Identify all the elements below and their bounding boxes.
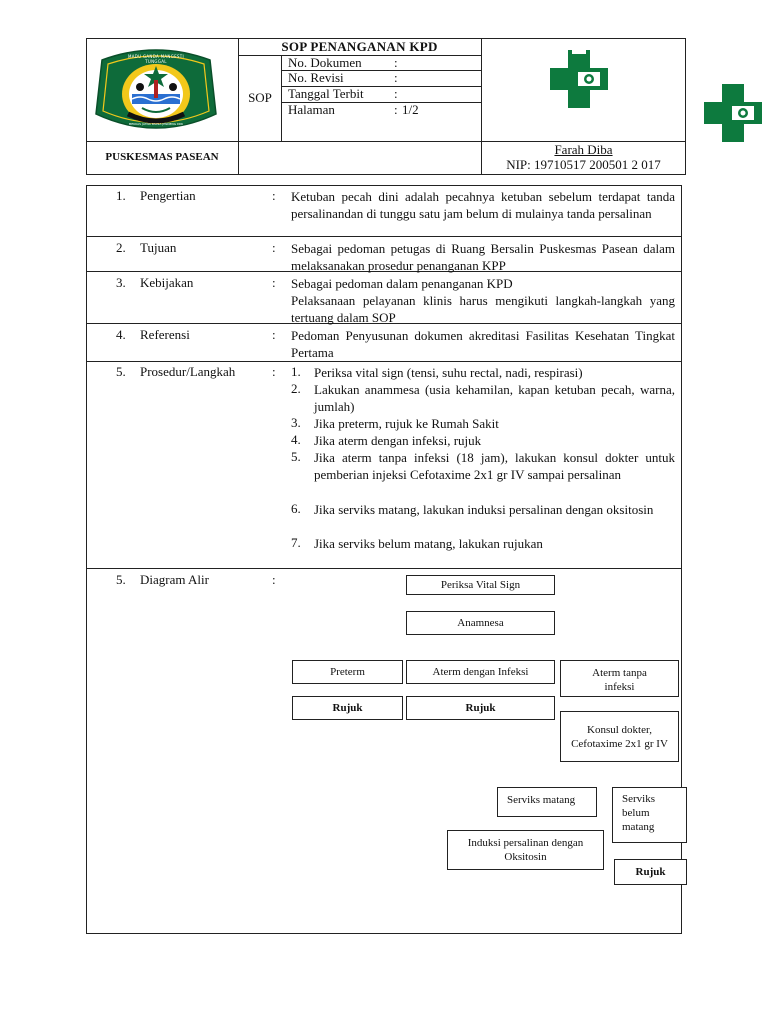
procedure-step: Jika preterm, rujuk ke Rumah Sakit xyxy=(314,416,499,431)
procedure-step: Jika aterm tanpa infeksi (18 jam), lakukan konsul dokter untuk pemberian injeksi Cefotaxime 2x1 gr IV sampai persalinan xyxy=(314,450,675,482)
section-1-num: 1. xyxy=(116,188,126,203)
procedure-step-num: 1. xyxy=(291,364,301,379)
section-4-num: 4. xyxy=(116,327,126,342)
procedure-step-num: 4. xyxy=(291,432,301,447)
section-1-sep: : xyxy=(272,188,276,203)
section-1-label: Pengertian xyxy=(140,188,196,203)
section-3-num: 3. xyxy=(116,275,126,290)
flow-konsul-dokter: Konsul dokter, Cefotaxime 2x1 gr IV xyxy=(560,711,679,762)
field-tanggal-terbit-sep: : xyxy=(394,86,398,101)
section-5-label: Prosedur/Langkah xyxy=(140,364,236,379)
health-cross-logo xyxy=(544,44,614,114)
section-4-text: Pedoman Penyusunan dokumen akreditasi Fasilitas Kesehatan Tingkat Pertama xyxy=(291,328,675,360)
field-no-dokumen-label: No. Dokumen xyxy=(288,55,362,70)
field-halaman-label: Halaman xyxy=(288,102,335,117)
section-5-sep: : xyxy=(272,364,276,379)
section-6-label: Diagram Alir xyxy=(140,572,209,587)
procedure-step-num: 6. xyxy=(291,501,301,516)
flow-serviks-belum-matang: Serviks belum matang xyxy=(612,787,687,843)
sop-label: SOP xyxy=(248,90,272,105)
logo-motto-text: MEKKAS JATNA PAKSA JENNENG DIRI xyxy=(128,122,184,126)
field-no-dokumen-sep: : xyxy=(394,55,398,70)
puskesmas-logo xyxy=(92,42,220,138)
procedure-step-num: 7. xyxy=(291,535,301,550)
section-3-text-2: Pelaksanaan pelayanan klinis harus mengikuti langkah-langkah yang tertuang dalam SOP xyxy=(291,293,675,325)
section-1-text: Ketuban pecah dini adalah pecahnya ketuban sebelum terdapat tanda persalinandan di tunggu satu jam belum di mulainya tanda persalinan xyxy=(291,189,675,221)
logo-ring-text: MADU GANDA MANGESTI TUNGGAL xyxy=(128,54,184,64)
signatory-name: Farah Diba xyxy=(554,142,613,157)
section-4-sep: : xyxy=(272,327,276,342)
section-2-sep: : xyxy=(272,240,276,255)
procedure-step: Jika serviks belum matang, lakukan rujukan xyxy=(314,536,543,551)
field-no-revisi-sep: : xyxy=(394,70,398,85)
flow-anamnesa: Anamnesa xyxy=(406,611,555,635)
field-no-revisi-label: No. Revisi xyxy=(288,70,344,85)
section-2-text: Sebagai pedoman petugas di Ruang Bersalin Puskesmas Pasean dalam melaksanakan prosedur penanganan KPP xyxy=(291,241,675,273)
field-tanggal-terbit-label: Tanggal Terbit xyxy=(288,86,364,101)
flow-preterm: Preterm xyxy=(292,660,403,684)
field-halaman-sep: : xyxy=(394,102,398,117)
flow-rujuk-serviks: Rujuk xyxy=(614,859,687,885)
signatory-nip: NIP: 19710517 200501 2 017 xyxy=(506,157,661,172)
section-6-sep: : xyxy=(272,572,276,587)
section-3-label: Kebijakan xyxy=(140,275,194,290)
organization-name: PUSKESMAS PASEAN xyxy=(105,151,219,163)
flow-vital-sign: Periksa Vital Sign xyxy=(406,575,555,595)
procedure-step-num: 5. xyxy=(291,449,301,464)
flow-aterm-infeksi: Aterm dengan Infeksi xyxy=(406,660,555,684)
section-3-sep: : xyxy=(272,275,276,290)
section-4-label: Referensi xyxy=(140,327,190,342)
section-5-num: 5. xyxy=(116,364,126,379)
procedure-step-num: 3. xyxy=(291,415,301,430)
flow-rujuk-preterm: Rujuk xyxy=(292,696,403,720)
flow-rujuk-infeksi: Rujuk xyxy=(406,696,555,720)
page-title: SOP PENANGANAN KPD xyxy=(281,39,438,54)
procedure-step: Periksa vital sign (tensi, suhu rectal, nadi, respirasi) xyxy=(314,365,583,380)
flow-induksi-persalinan: Induksi persalinan dengan Oksitosin xyxy=(447,830,604,870)
section-6-num: 5. xyxy=(116,572,126,587)
section-3-text: Sebagai pedoman dalam penanganan KPD xyxy=(291,276,513,291)
procedure-step-num: 2. xyxy=(291,381,301,396)
field-halaman-value: 1/2 xyxy=(402,102,419,117)
flow-aterm-tanpa-infeksi: Aterm tanpa infeksi xyxy=(560,660,679,697)
procedure-step: Jika aterm dengan infeksi, rujuk xyxy=(314,433,482,448)
section-2-num: 2. xyxy=(116,240,126,255)
health-cross-logo-outside xyxy=(698,78,768,148)
procedure-step: Jika serviks matang, lakukan induksi persalinan dengan oksitosin xyxy=(314,502,654,517)
flow-serviks-matang: Serviks matang xyxy=(497,787,597,817)
procedure-step: Lakukan anammesa (usia kehamilan, kapan ketuban pecah, warna, jumlah) xyxy=(314,382,675,414)
section-2-label: Tujuan xyxy=(140,240,177,255)
